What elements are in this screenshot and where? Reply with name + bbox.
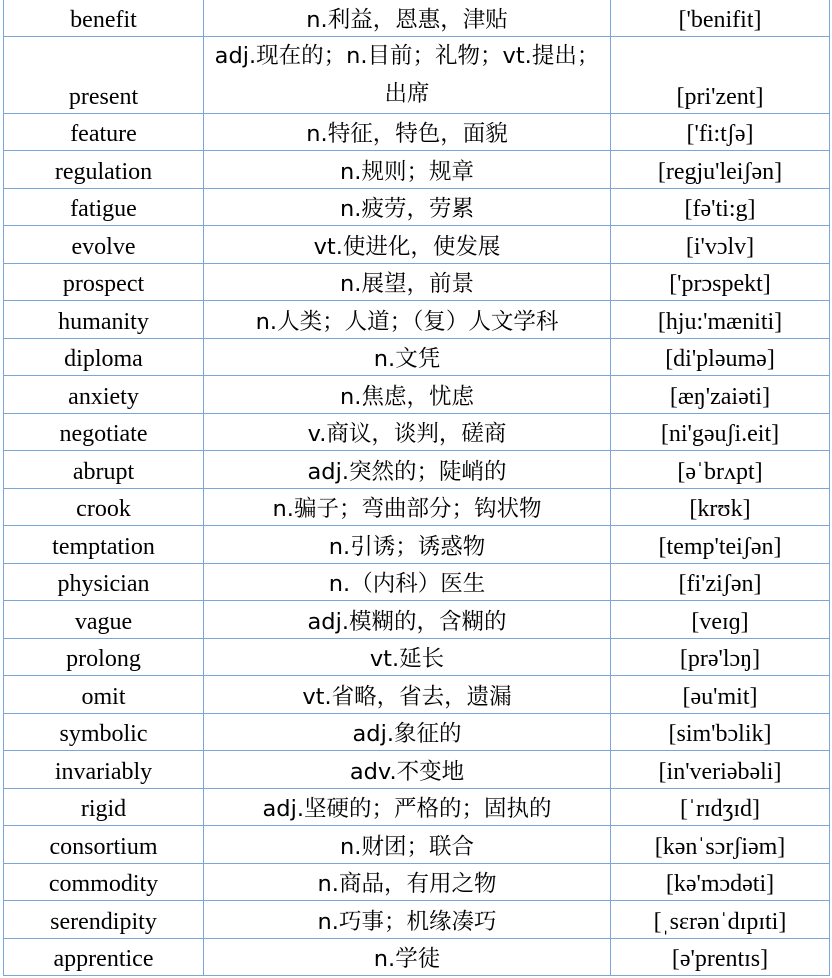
word-cell: diploma bbox=[4, 338, 204, 376]
definition-cell: n.引诱；诱惑物 bbox=[204, 526, 611, 564]
table-row bbox=[4, 0, 830, 36]
table-row bbox=[4, 413, 830, 451]
table-row bbox=[4, 526, 830, 564]
definition-cell: n.学徒 bbox=[204, 938, 611, 976]
word-cell: negotiate bbox=[4, 413, 204, 451]
table-row bbox=[4, 188, 830, 226]
definition-cell: vt.延长 bbox=[204, 638, 611, 676]
definition-cell: n.商品，有用之物 bbox=[204, 863, 611, 901]
table-row bbox=[4, 826, 830, 864]
word-cell: invariably bbox=[4, 751, 204, 789]
phonetic-cell: [ˌsɛrənˈdɪpɪti] bbox=[611, 901, 830, 939]
table-row bbox=[4, 563, 830, 601]
word-cell: crook bbox=[4, 488, 204, 526]
vocabulary-table-body bbox=[4, 0, 830, 976]
definition-cell: n.巧事；机缘凑巧 bbox=[204, 901, 611, 939]
word-cell: abrupt bbox=[4, 451, 204, 489]
definition-cell: n.疲劳，劳累 bbox=[204, 188, 611, 226]
table-row bbox=[4, 751, 830, 789]
table-row bbox=[4, 638, 830, 676]
definition-cell: adj.坚硬的；严格的；固执的 bbox=[204, 788, 611, 826]
word-cell: humanity bbox=[4, 301, 204, 339]
phonetic-cell: [ə'prentɪs] bbox=[611, 938, 830, 976]
phonetic-cell: [krʊk] bbox=[611, 488, 830, 526]
word-cell: prospect bbox=[4, 263, 204, 301]
vocabulary-table bbox=[3, 0, 830, 976]
definition-cell: n.规则；规章 bbox=[204, 151, 611, 189]
word-cell: vague bbox=[4, 601, 204, 639]
table-row bbox=[4, 863, 830, 901]
phonetic-cell: [regju'leiʃən] bbox=[611, 151, 830, 189]
word-cell: temptation bbox=[4, 526, 204, 564]
phonetic-cell: [di'pləumə] bbox=[611, 338, 830, 376]
phonetic-cell: [i'vɔlv] bbox=[611, 226, 830, 264]
definition-cell: n.特征，特色，面貌 bbox=[204, 113, 611, 151]
table-row bbox=[4, 451, 830, 489]
phonetic-cell: [veɪɡ] bbox=[611, 601, 830, 639]
definition-cell: vt.使进化，使发展 bbox=[204, 226, 611, 264]
table-row bbox=[4, 151, 830, 189]
phonetic-cell: ['benifit] bbox=[611, 0, 830, 36]
phonetic-cell: [in'veriəbəli] bbox=[611, 751, 830, 789]
phonetic-cell: [temp'teiʃən] bbox=[611, 526, 830, 564]
table-row bbox=[4, 113, 830, 151]
phonetic-cell: ['prɔspekt] bbox=[611, 263, 830, 301]
definition-cell: adj.现在的；n.目前；礼物；vt.提出；出席 bbox=[204, 36, 611, 113]
table-row bbox=[4, 713, 830, 751]
phonetic-cell: [æŋ'zaiəti] bbox=[611, 376, 830, 414]
word-cell: serendipity bbox=[4, 901, 204, 939]
table-row bbox=[4, 488, 830, 526]
word-cell: physician bbox=[4, 563, 204, 601]
table-row bbox=[4, 263, 830, 301]
word-cell: fatigue bbox=[4, 188, 204, 226]
word-cell: commodity bbox=[4, 863, 204, 901]
phonetic-cell: [prə'lɔŋ] bbox=[611, 638, 830, 676]
definition-cell: n.展望，前景 bbox=[204, 263, 611, 301]
word-cell: prolong bbox=[4, 638, 204, 676]
phonetic-cell: [kənˈsɔrʃiəm] bbox=[611, 826, 830, 864]
table-row bbox=[4, 226, 830, 264]
word-cell: omit bbox=[4, 676, 204, 714]
word-cell: feature bbox=[4, 113, 204, 151]
table-row bbox=[4, 36, 830, 113]
word-cell: anxiety bbox=[4, 376, 204, 414]
table-row bbox=[4, 676, 830, 714]
phonetic-cell: [fə'ti:g] bbox=[611, 188, 830, 226]
phonetic-cell: [kə'mɔdəti] bbox=[611, 863, 830, 901]
word-cell: rigid bbox=[4, 788, 204, 826]
table-row bbox=[4, 938, 830, 976]
definition-cell: n.焦虑，忧虑 bbox=[204, 376, 611, 414]
word-cell: apprentice bbox=[4, 938, 204, 976]
table-row bbox=[4, 788, 830, 826]
phonetic-cell: [fi'ziʃən] bbox=[611, 563, 830, 601]
definition-cell: n.（内科）医生 bbox=[204, 563, 611, 601]
table-row bbox=[4, 301, 830, 339]
phonetic-cell: [əˈbrʌpt] bbox=[611, 451, 830, 489]
phonetic-cell: [ni'gəuʃi.eit] bbox=[611, 413, 830, 451]
phonetic-cell: [pri'zent] bbox=[611, 36, 830, 113]
word-cell: consortium bbox=[4, 826, 204, 864]
definition-cell: n.骗子；弯曲部分；钩状物 bbox=[204, 488, 611, 526]
table-row bbox=[4, 376, 830, 414]
table-row bbox=[4, 901, 830, 939]
definition-cell: n.利益，恩惠，津贴 bbox=[204, 0, 611, 36]
table-row bbox=[4, 338, 830, 376]
definition-cell: adj.突然的；陡峭的 bbox=[204, 451, 611, 489]
definition-cell: adj.象征的 bbox=[204, 713, 611, 751]
definition-cell: v.商议，谈判，磋商 bbox=[204, 413, 611, 451]
definition-cell: n.文凭 bbox=[204, 338, 611, 376]
word-cell: benefit bbox=[4, 0, 204, 36]
word-cell: evolve bbox=[4, 226, 204, 264]
word-cell: present bbox=[4, 36, 204, 113]
definition-cell: vt.省略，省去，遗漏 bbox=[204, 676, 611, 714]
phonetic-cell: [sim'bɔlik] bbox=[611, 713, 830, 751]
phonetic-cell: [əu'mit] bbox=[611, 676, 830, 714]
definition-cell: n.人类；人道；（复）人文学科 bbox=[204, 301, 611, 339]
definition-cell: adj.模糊的，含糊的 bbox=[204, 601, 611, 639]
phonetic-cell: [ˈrɪdʒɪd] bbox=[611, 788, 830, 826]
definition-cell: adv.不变地 bbox=[204, 751, 611, 789]
definition-cell: n.财团；联合 bbox=[204, 826, 611, 864]
table-row bbox=[4, 601, 830, 639]
word-cell: regulation bbox=[4, 151, 204, 189]
phonetic-cell: [hju:'mæniti] bbox=[611, 301, 830, 339]
word-cell: symbolic bbox=[4, 713, 204, 751]
phonetic-cell: ['fi:tʃə] bbox=[611, 113, 830, 151]
